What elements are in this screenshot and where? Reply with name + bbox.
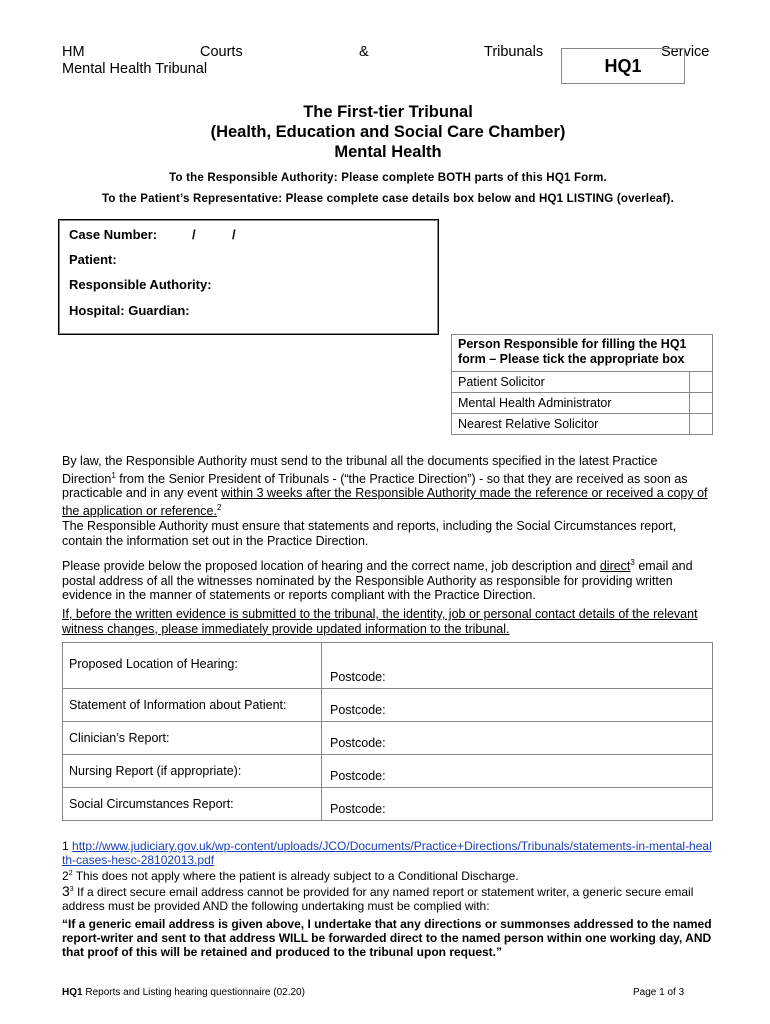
paragraph-witnesses [62, 556, 714, 603]
page-number: Page 1 of 3 [633, 987, 685, 998]
case-number-slash: / [232, 227, 236, 242]
case-details-box [58, 219, 439, 335]
footer-form-code: HQ1 [62, 987, 83, 998]
instruction-responsible-authority: To the Responsible Authority: Please complete BOTH parts of this HQ1 Form. [169, 172, 607, 184]
org-name-word: Tribunals [484, 44, 544, 60]
footnote-ref: 2 [216, 502, 222, 512]
table-row [63, 788, 713, 821]
footnote-ref: 1 [111, 470, 116, 480]
org-name-word: Service [661, 44, 710, 60]
paragraph-reports: The Responsible Authority must ensure that statements and reports, including the Social Circumstances report, contain the information set out in the Practice Direction. [62, 519, 677, 548]
table-row [452, 393, 713, 414]
case-number-slash: / [192, 227, 196, 242]
hospital-guardian-label: Hospital: Guardian: [69, 303, 190, 318]
witness-table [62, 642, 713, 821]
table-row [63, 643, 713, 689]
row-label: Proposed Location of Hearing: [63, 643, 322, 689]
row-label: Social Circumstances Report: [63, 788, 322, 821]
patient-label: Patient: [69, 252, 117, 267]
page-title-chamber: (Health, Education and Social Care Chamber) [210, 123, 566, 141]
footnote-2 [62, 867, 714, 883]
footnote-number: 3 [62, 883, 70, 899]
footnote-text: This does not apply where the patient is already subject to a Conditional Discharge. [75, 869, 519, 883]
row-label: Nursing Report (if appropriate): [63, 755, 322, 788]
option-label: Patient Solicitor [452, 372, 690, 393]
org-subtitle: Mental Health Tribunal [62, 61, 208, 77]
paragraph-text: from the Senior President of Tribunals - (“the Practice Direction”) - so that they are received as soon as practicable and in any event [62, 471, 688, 501]
org-name-word: Courts [200, 44, 243, 60]
responsible-person-heading: Person Responsible for filling the HQ1 form – Please tick the appropriate box [452, 335, 713, 372]
hearing-location-field[interactable] [322, 643, 713, 689]
form-code: HQ1 [604, 55, 642, 76]
paragraph-text: Please provide below the proposed location of hearing and the correct name, job description and [62, 559, 600, 574]
postcode-label: Postcode: [330, 736, 386, 750]
page-title: The First-tier Tribunal [303, 103, 473, 121]
responsible-person-table [451, 334, 713, 435]
paragraph-text: By law, the Responsible Authority must send to the tribunal all the documents specified in the latest Practice Direction [62, 454, 658, 486]
postcode-label: Postcode: [330, 703, 386, 717]
statement-info-field[interactable] [322, 689, 713, 722]
row-label: Statement of Information about Patient: [63, 689, 322, 722]
paragraph-changes: If, before the written evidence is submitted to the tribunal, the identity, job or personal contact details of the relevant witness changes, please immediately provide updated information to the tribunal. [62, 607, 698, 636]
org-name-word: HM [62, 44, 85, 60]
org-name-word: & [359, 44, 369, 60]
footnote-number: 1 [62, 839, 69, 853]
footnote-sup: 3 [69, 886, 74, 893]
postcode-label: Postcode: [330, 802, 386, 816]
postcode-label: Postcode: [330, 670, 386, 684]
deadline-text: within 3 weeks after the Responsible Authority made the reference or received a copy of the application or reference. [62, 486, 708, 518]
footnote-number: 2 [62, 869, 69, 883]
social-circumstances-field[interactable] [322, 788, 713, 821]
form-code-box [561, 48, 685, 84]
undertaking-statement: “If a generic email address is given above, I undertake that any directions or summonses addressed to the named report-writer and sent to that address WILL be forwarded direct to the named person within one working day, AND that proof of this will be retained and produced to the tribunal upon request.” [62, 917, 712, 959]
paragraph-text: email and postal address of all the witnesses nominated by the Responsible Authority as responsible for providing written evidence in the manner of statements or reports compliant with the Practice Direction. [62, 559, 693, 603]
postcode-label: Postcode: [330, 769, 386, 783]
tick-box-mental-health-administrator[interactable] [690, 393, 713, 414]
footnote-3 [62, 883, 714, 913]
table-row [63, 755, 713, 788]
footer-form [62, 987, 305, 998]
table-row [452, 372, 713, 393]
option-label: Nearest Relative Solicitor [452, 414, 690, 435]
clinician-report-field[interactable] [322, 722, 713, 755]
nursing-report-field[interactable] [322, 755, 713, 788]
row-label: Clinician’s Report: [63, 722, 322, 755]
responsible-authority-label: Responsible Authority: [69, 277, 212, 292]
page-title-subject: Mental Health [334, 143, 442, 161]
case-number-label: Case Number: [69, 227, 158, 242]
table-row [63, 689, 713, 722]
instruction-patient-representative: To the Patient’s Representative: Please complete case details box below and HQ1 LISTING (overleaf). [102, 193, 674, 205]
footer-description: Reports and Listing hearing questionnaire (02.20) [85, 987, 305, 998]
practice-direction-link[interactable]: http://www.judiciary.gov.uk/wp-content/uploads/JCO/Documents/Practice+Directions/Tribunals/statements-in-mental-health-cases-hesc-28102013.pdf [62, 839, 712, 867]
footnote-1 [62, 839, 714, 867]
tick-box-patient-solicitor[interactable] [690, 372, 713, 393]
paragraph-law [62, 454, 714, 518]
footnote-sup: 2 [68, 870, 73, 877]
footnote-text: If a direct secure email address cannot be provided for any named report or statement writer, a generic secure email address must be provided AND the following undertaking must be complied with: [62, 885, 694, 913]
table-row [452, 414, 713, 435]
option-label: Mental Health Administrator [452, 393, 690, 414]
table-row [63, 722, 713, 755]
direct-text: direct [599, 559, 631, 574]
tick-box-nearest-relative-solicitor[interactable] [690, 414, 713, 435]
footnote-ref: 3 [630, 558, 635, 567]
